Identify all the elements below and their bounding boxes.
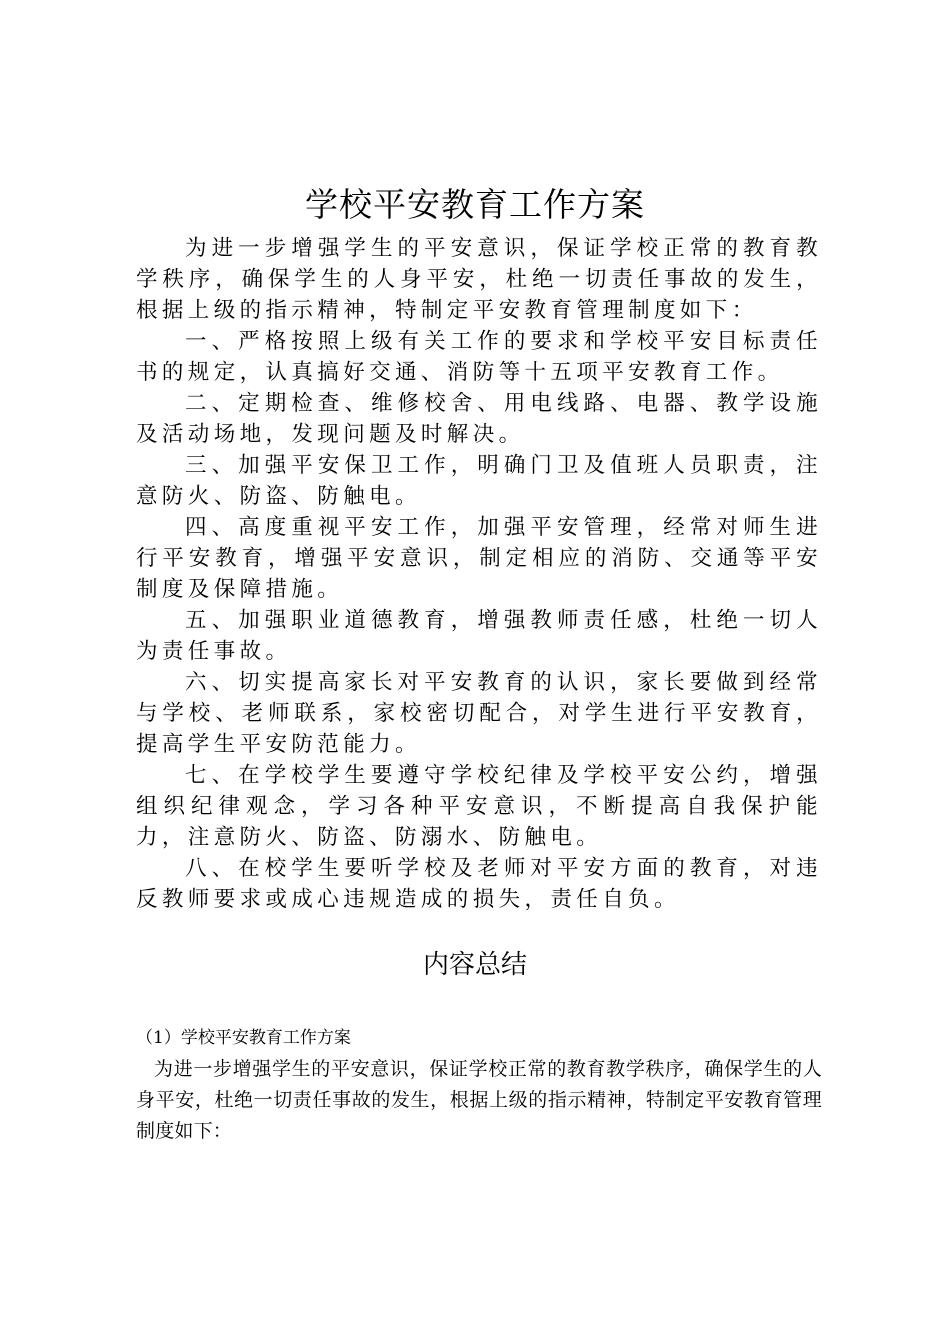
document-body — [136, 233, 822, 915]
intro-paragraph: 为进一步增强学生的平安意识，保证学校正常的教育教学秩序，确保学生的人身平安，杜绝一切责任事故的发生，根据上级的指示精神，特制定平安教育管理制度如下： — [136, 236, 822, 323]
summary-heading: 内容总结 — [422, 950, 527, 980]
summary-item-text: 为进一步增强学生的平安意识，保证学校正常的教育教学秩序，确保学生的人身平安，杜绝一切责任事故的发生，根据上级的指示精神，特制定平安教育管理制度如下： — [136, 1058, 822, 1142]
rule-paragraph-3: 三、加强平安保卫工作，明确门卫及值班人员职责，注意防火、防盗、防触电。 — [136, 453, 822, 509]
rule-paragraph-1: 一、严格按照上级有关工作的要求和学校平安目标责任书的规定，认真搞好交通、消防等十五项平安教育工作。 — [136, 329, 822, 385]
rule-paragraph-6: 六、切实提高家长对平安教育的认识，家长要做到经常与学校、老师联系，家校密切配合，对学生进行平安教育，提高学生平安防范能力。 — [136, 670, 822, 757]
rule-paragraph-5: 五、加强职业道德教育，增强教师责任感，杜绝一切人为责任事故。 — [136, 608, 822, 664]
summary-item-label: （1）学校平安教育工作方案 — [136, 1028, 351, 1048]
document-title: 学校平安教育工作方案 — [305, 185, 645, 224]
rule-paragraph-7: 七、在学校学生要遵守学校纪律及学校平安公约，增强组织纪律观念，学习各种平安意识，不断提高自我保护能力，注意防火、防盗、防溺水、防触电。 — [136, 763, 822, 850]
rule-paragraph-4: 四、高度重视平安工作，加强平安管理，经常对师生进行平安教育，增强平安意识，制定相应的消防、交通等平安制度及保障措施。 — [136, 515, 822, 602]
rule-paragraph-8: 八、在校学生要听学校及老师对平安方面的教育，对违反教师要求或成心违规造成的损失，责任自负。 — [136, 856, 822, 912]
rule-paragraph-2: 二、定期检查、维修校舍、用电线路、电器、教学设施及活动场地，发现问题及时解决。 — [136, 391, 822, 447]
